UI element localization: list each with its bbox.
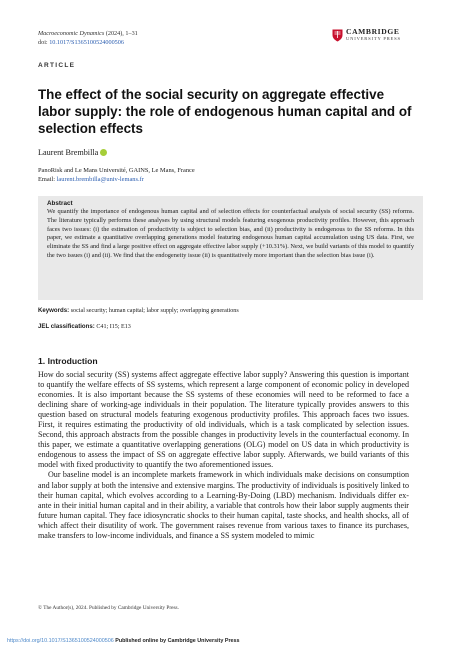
section-title: Introduction (47, 356, 98, 366)
author-name[interactable]: Laurent Brembilla (38, 148, 99, 157)
abstract-heading: Abstract (47, 200, 73, 207)
journal-info: (2024), 1–31 (105, 30, 138, 37)
abstract-box (38, 196, 423, 300)
email-label: Email: (38, 176, 56, 183)
keywords (38, 307, 239, 314)
publisher-logo-line1: CAMBRIDGE (346, 27, 400, 36)
footer-doi-link[interactable]: https://doi.org/10.1017/S1365100524000506 (7, 638, 114, 644)
jel-classifications (38, 323, 131, 330)
section-number: 1. (38, 356, 46, 366)
affiliation-block (38, 166, 195, 184)
email-link[interactable]: laurent.brembilla@univ-lemans.fr (56, 176, 144, 183)
journal-name: Macroeconomic Dynamics (38, 30, 105, 37)
affiliation: PanoRisk and Le Mans Université, GAINS, Le Mans, France (38, 167, 195, 174)
keywords-text: social security; human capital; labor supply; overlapping generations (70, 308, 239, 314)
jel-label: JEL classifications: (38, 323, 95, 330)
publisher-logo (332, 29, 401, 42)
abstract-text: We quantify the importance of endogenous human capital and of selection effects for counterfactual analysis of social security (SS) reforms. The literature typically performs these analyses by using structural models featuring exogenous productivity profiles. However, this approach faces two issues: (i) the estimation of productivity is subject to selection bias, and (ii) productivity is endogenous to the SS reforms. In this paper, we estimate a quantitative overlapping generations model featuring endogenous human capital accumulation using US data. First, we eliminate the SS and find a large positive effect on aggregate effective labor supply (+10.31%). Next, we build variants of this model to quantify the two issues (i) and (ii). We find that the endogeneity issue (ii) is quantitatively more important than the selection bias issue (i). (47, 208, 414, 259)
journal-meta (38, 30, 138, 47)
body-paragraph: How do social security (SS) systems affect aggregate effective labor supply? Answering this question is important to quantify the welfare effects of SS systems, which represent a large component of economic policy in developed economies. It is also important because the SS systems of these economies will need to be reformed to face a declining share of working-age individuals in their population. The literature typically provides answers to this question based on structural models featuring exogenous productivity profiles. This approach faces two issues. First, it requires estimating the productivity of old individuals, which is a task complicated by selection issues. Second, this approach abstracts from the possible changes in productivity levels in the counterfactual economy. In this paper, we estimate a quantitative overlapping generations (OLG) model on US data in which productivity is endogenous to assess the impact of SS on aggregate effective labor supply. Afterwards, we build variants of this model with fixed productivity to quantify the two aforementioned issues. (38, 370, 409, 470)
publisher-logo-line2: UNIVERSITY PRESS (346, 35, 401, 41)
keywords-label: Keywords: (38, 307, 70, 314)
section-heading (38, 356, 98, 366)
orcid-icon[interactable] (100, 149, 107, 156)
body-paragraph: Our baseline model is an incomplete markets framework in which individuals make decisions on consumption and labor supply at both the intensive and extensive margins. The productivity of individuals is positively linked to their human capital, which evolves according to a Learning-By-Doing (LBD) mechanism. Individuals differ ex-ante in their initial human capital and in their ability, a variable that controls how their labor supply augments their future human capital. They face idiosyncratic shocks to their human capital, taste shocks, and health shocks, all of which affect their disutility of work. The government raises revenue from various taxes to finance its purchases, make transfers to low-income individuals, and finance a SS system modeled to mimic (38, 470, 409, 540)
author (38, 148, 107, 157)
shield-icon (332, 29, 343, 42)
footer-published: Published online by Cambridge University Press (115, 638, 240, 644)
jel-text: C41; I15; E13 (96, 324, 131, 330)
page-footer (7, 638, 240, 644)
doi-label: doi: (38, 38, 48, 46)
copyright-notice: © The Author(s), 2024. Published by Cambridge University Press. (38, 605, 179, 611)
article-title: The effect of the social security on aggregate effective labor supply: the role of endogenous human capital and of selection effects (38, 87, 412, 136)
article-type: ARTICLE (38, 62, 76, 69)
section-body (38, 370, 409, 541)
doi-link[interactable]: 10.1017/S1365100524000506 (49, 38, 124, 46)
